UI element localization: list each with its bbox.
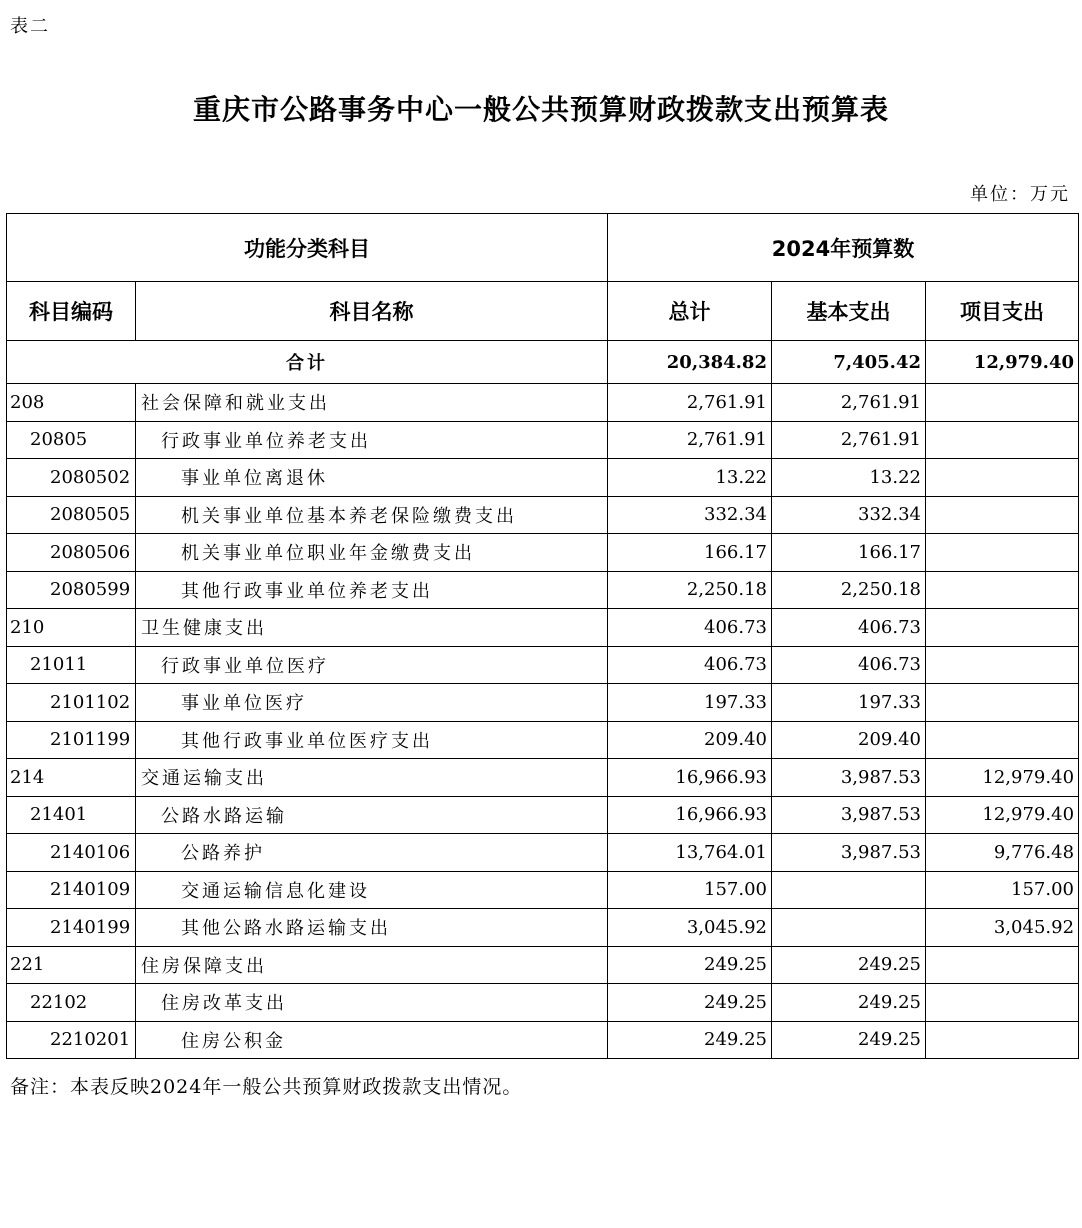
table-row bbox=[7, 421, 1079, 459]
cell-project bbox=[926, 1021, 1079, 1059]
table-row bbox=[7, 684, 1079, 722]
cell-name: 行政事业单位医疗 bbox=[136, 646, 608, 684]
table-row bbox=[7, 946, 1079, 984]
cell-total: 13,764.01 bbox=[608, 834, 772, 872]
cell-total: 209.40 bbox=[608, 721, 772, 759]
cell-name: 机关事业单位职业年金缴费支出 bbox=[136, 534, 608, 572]
total-basic: 7,405.42 bbox=[772, 341, 926, 384]
cell-code: 2140106 bbox=[7, 834, 136, 872]
cell-project: 12,979.40 bbox=[926, 759, 1079, 797]
cell-name: 交通运输信息化建设 bbox=[136, 871, 608, 909]
cell-total: 157.00 bbox=[608, 871, 772, 909]
table-row bbox=[7, 646, 1079, 684]
table-label: 表二 bbox=[10, 16, 50, 37]
cell-name: 其他行政事业单位养老支出 bbox=[136, 571, 608, 609]
total-label: 合计 bbox=[7, 341, 608, 384]
cell-code: 2080502 bbox=[7, 459, 136, 497]
cell-project bbox=[926, 496, 1079, 534]
table-row bbox=[7, 459, 1079, 497]
cell-name: 其他公路水路运输支出 bbox=[136, 909, 608, 947]
cell-project bbox=[926, 684, 1079, 722]
cell-basic: 249.25 bbox=[772, 1021, 926, 1059]
total-total: 20,384.82 bbox=[608, 341, 772, 384]
cell-basic: 406.73 bbox=[772, 646, 926, 684]
cell-basic: 332.34 bbox=[772, 496, 926, 534]
cell-basic: 197.33 bbox=[772, 684, 926, 722]
cell-total: 249.25 bbox=[608, 1021, 772, 1059]
cell-code: 2140109 bbox=[7, 871, 136, 909]
table-row bbox=[7, 909, 1079, 947]
cell-name: 事业单位医疗 bbox=[136, 684, 608, 722]
cell-basic: 406.73 bbox=[772, 609, 926, 647]
table-row bbox=[7, 759, 1079, 797]
cell-basic: 249.25 bbox=[772, 984, 926, 1022]
cell-code: 2080506 bbox=[7, 534, 136, 572]
cell-code: 20805 bbox=[7, 421, 136, 459]
header-name: 科目名称 bbox=[136, 282, 608, 341]
footnote: 备注：本表反映2024年一般公共预算财政拨款支出情况。 bbox=[10, 1076, 523, 1098]
cell-basic: 249.25 bbox=[772, 946, 926, 984]
cell-name: 其他行政事业单位医疗支出 bbox=[136, 721, 608, 759]
cell-project bbox=[926, 946, 1079, 984]
cell-total: 249.25 bbox=[608, 946, 772, 984]
cell-basic bbox=[772, 909, 926, 947]
cell-code: 2210201 bbox=[7, 1021, 136, 1059]
cell-total: 16,966.93 bbox=[608, 759, 772, 797]
cell-name: 交通运输支出 bbox=[136, 759, 608, 797]
cell-total: 2,761.91 bbox=[608, 421, 772, 459]
cell-code: 21401 bbox=[7, 796, 136, 834]
cell-code: 208 bbox=[7, 384, 136, 422]
cell-code: 22102 bbox=[7, 984, 136, 1022]
cell-project bbox=[926, 384, 1079, 422]
cell-code: 2140199 bbox=[7, 909, 136, 947]
cell-total: 16,966.93 bbox=[608, 796, 772, 834]
cell-total: 249.25 bbox=[608, 984, 772, 1022]
header-code: 科目编码 bbox=[7, 282, 136, 341]
header-total: 总计 bbox=[608, 282, 772, 341]
cell-total: 13.22 bbox=[608, 459, 772, 497]
table-row bbox=[7, 721, 1079, 759]
cell-total: 406.73 bbox=[608, 609, 772, 647]
table-row bbox=[7, 609, 1079, 647]
cell-code: 210 bbox=[7, 609, 136, 647]
cell-basic: 166.17 bbox=[772, 534, 926, 572]
cell-total: 2,250.18 bbox=[608, 571, 772, 609]
cell-project: 157.00 bbox=[926, 871, 1079, 909]
cell-basic: 13.22 bbox=[772, 459, 926, 497]
cell-name: 住房改革支出 bbox=[136, 984, 608, 1022]
cell-name: 卫生健康支出 bbox=[136, 609, 608, 647]
cell-project bbox=[926, 459, 1079, 497]
cell-name: 事业单位离退休 bbox=[136, 459, 608, 497]
total-project: 12,979.40 bbox=[926, 341, 1079, 384]
cell-code: 2101102 bbox=[7, 684, 136, 722]
table-row bbox=[7, 984, 1079, 1022]
table-row bbox=[7, 384, 1079, 422]
cell-project bbox=[926, 609, 1079, 647]
header-functional-category: 功能分类科目 bbox=[7, 214, 608, 282]
table-row bbox=[7, 496, 1079, 534]
cell-name: 机关事业单位基本养老保险缴费支出 bbox=[136, 496, 608, 534]
cell-name: 住房公积金 bbox=[136, 1021, 608, 1059]
cell-total: 3,045.92 bbox=[608, 909, 772, 947]
cell-total: 406.73 bbox=[608, 646, 772, 684]
cell-project bbox=[926, 646, 1079, 684]
cell-name: 行政事业单位养老支出 bbox=[136, 421, 608, 459]
cell-code: 221 bbox=[7, 946, 136, 984]
cell-code: 21011 bbox=[7, 646, 136, 684]
cell-basic bbox=[772, 871, 926, 909]
cell-project: 12,979.40 bbox=[926, 796, 1079, 834]
table-row bbox=[7, 534, 1079, 572]
cell-basic: 209.40 bbox=[772, 721, 926, 759]
header-project: 项目支出 bbox=[926, 282, 1079, 341]
cell-name: 公路水路运输 bbox=[136, 796, 608, 834]
cell-total: 197.33 bbox=[608, 684, 772, 722]
cell-code: 2101199 bbox=[7, 721, 136, 759]
cell-basic: 2,761.91 bbox=[772, 384, 926, 422]
cell-basic: 2,250.18 bbox=[772, 571, 926, 609]
cell-basic: 3,987.53 bbox=[772, 834, 926, 872]
table-row bbox=[7, 1021, 1079, 1059]
header-row-columns bbox=[7, 282, 1079, 341]
cell-code: 214 bbox=[7, 759, 136, 797]
cell-project bbox=[926, 571, 1079, 609]
document-title: 重庆市公路事务中心一般公共预算财政拨款支出预算表 bbox=[192, 93, 889, 126]
cell-total: 2,761.91 bbox=[608, 384, 772, 422]
cell-project: 9,776.48 bbox=[926, 834, 1079, 872]
cell-code: 2080599 bbox=[7, 571, 136, 609]
cell-name: 社会保障和就业支出 bbox=[136, 384, 608, 422]
header-budget-year: 2024年预算数 bbox=[608, 214, 1079, 282]
budget-table bbox=[6, 213, 1079, 1059]
cell-name: 住房保障支出 bbox=[136, 946, 608, 984]
table-row bbox=[7, 834, 1079, 872]
cell-name: 公路养护 bbox=[136, 834, 608, 872]
cell-project: 3,045.92 bbox=[926, 909, 1079, 947]
header-basic: 基本支出 bbox=[772, 282, 926, 341]
cell-total: 332.34 bbox=[608, 496, 772, 534]
table-row bbox=[7, 871, 1079, 909]
cell-code: 2080505 bbox=[7, 496, 136, 534]
cell-project bbox=[926, 984, 1079, 1022]
cell-project bbox=[926, 534, 1079, 572]
cell-project bbox=[926, 721, 1079, 759]
cell-basic: 2,761.91 bbox=[772, 421, 926, 459]
table-row bbox=[7, 796, 1079, 834]
cell-basic: 3,987.53 bbox=[772, 796, 926, 834]
cell-total: 166.17 bbox=[608, 534, 772, 572]
header-row-group bbox=[7, 214, 1079, 282]
total-row bbox=[7, 341, 1079, 384]
cell-basic: 3,987.53 bbox=[772, 759, 926, 797]
cell-project bbox=[926, 421, 1079, 459]
unit-label: 单位：万元 bbox=[970, 184, 1070, 205]
table-row bbox=[7, 571, 1079, 609]
